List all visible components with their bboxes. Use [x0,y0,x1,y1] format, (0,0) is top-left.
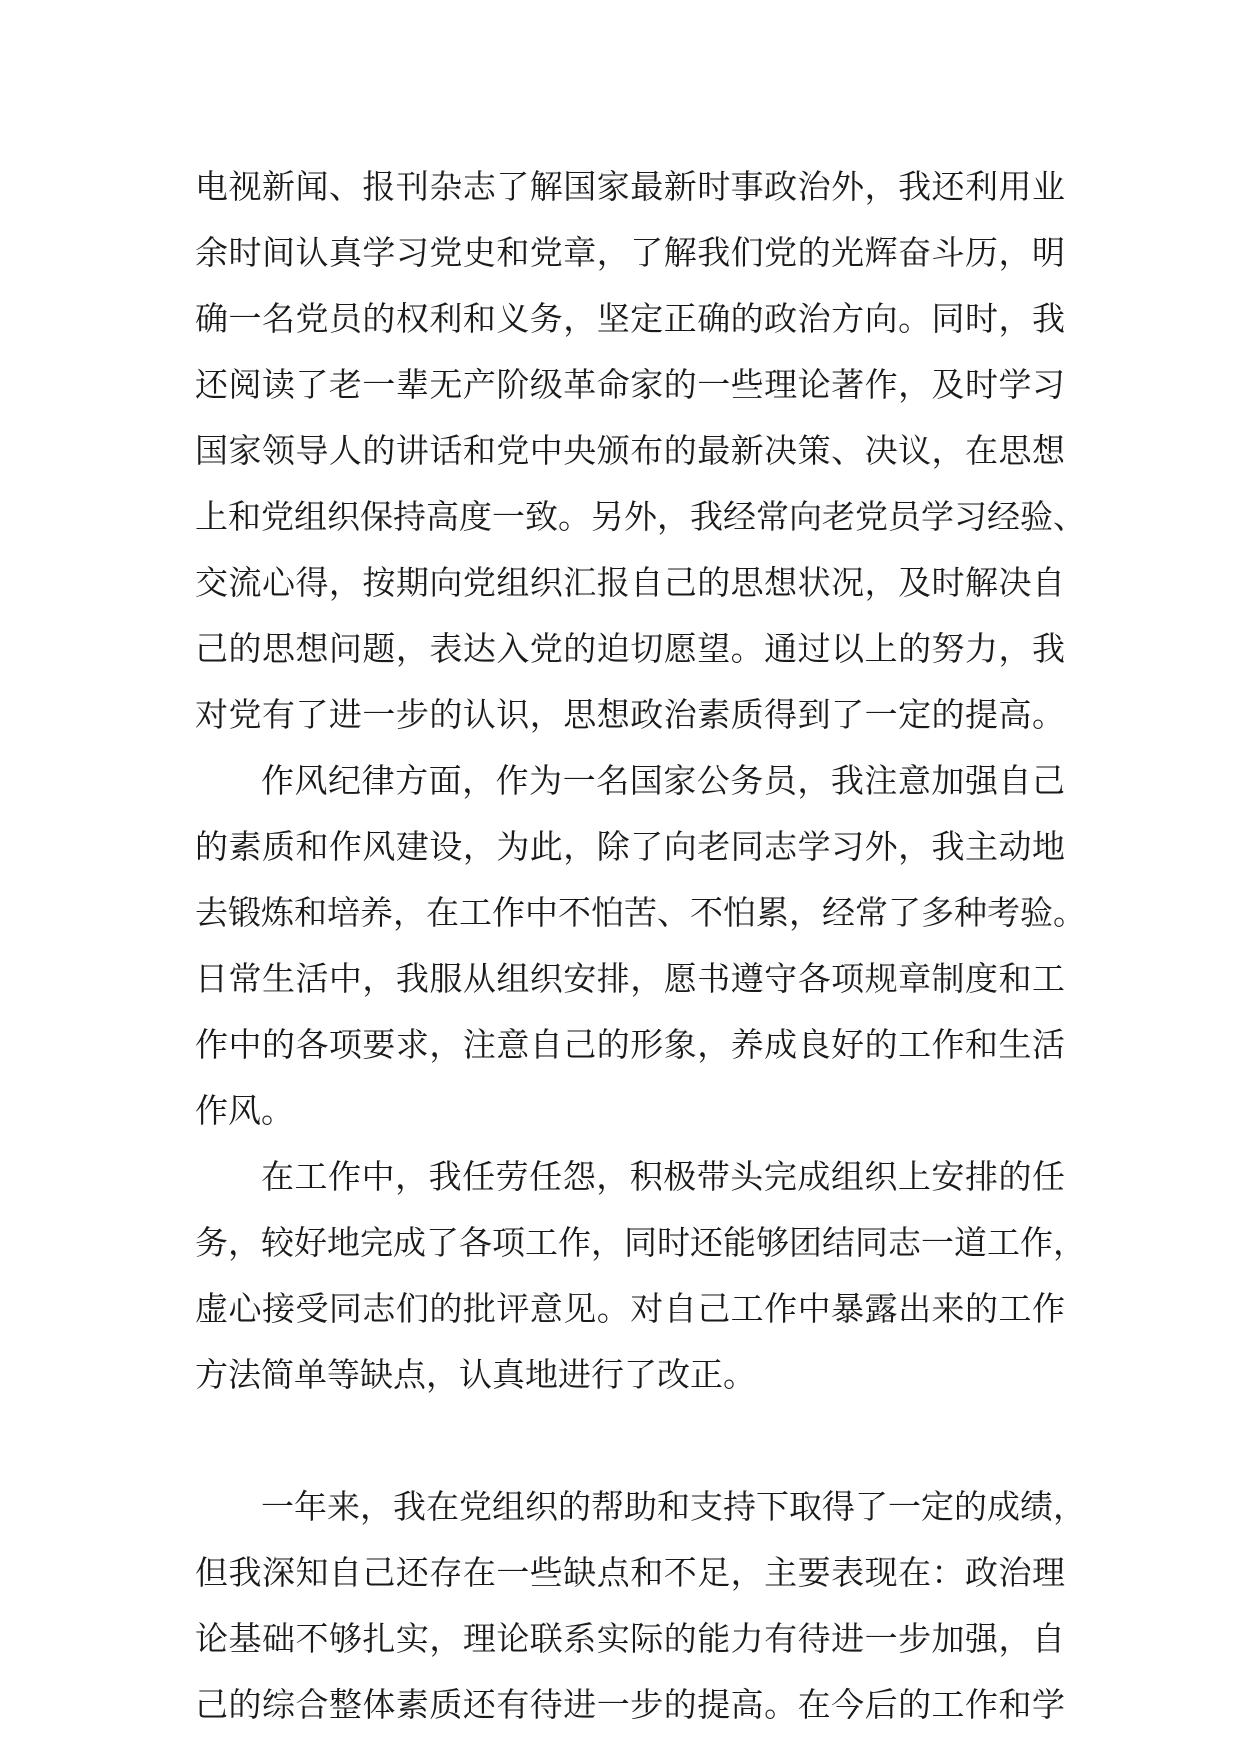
paragraph-4 [195,1474,1086,1738]
text-line: 虚心接受同志们的批评意见。对自己工作中暴露出来的工作 [195,1289,1065,1328]
document-body [195,154,1086,1738]
paragraph-1 [195,154,1086,748]
text-line: 国家领导人的讲话和党中央颁布的最新决策、决议，在思想 [195,431,1065,470]
text-line: 在工作中，我任劳任怨，积极带头完成组织上安排的任 [261,1157,1065,1196]
text-line: 务，较好地完成了各项工作，同时还能够团结同志一道工作， [195,1223,1086,1262]
text-line: 作中的各项要求，注意自己的形象，养成良好的工作和生活 [195,1025,1065,1064]
text-line: 己的思想问题，表达入党的迫切愿望。通过以上的努力，我 [195,629,1065,668]
text-line: 但我深知自己还存在一些缺点和不足，主要表现在：政治理 [195,1553,1065,1592]
paragraph-2 [195,748,1086,1144]
text-line: 电视新闻、报刊杂志了解国家最新时事政治外，我还利用业 [195,167,1065,206]
text-line: 己的综合整体素质还有待进一步的提高。在今后的工作和学 [195,1685,1065,1724]
text-line: 上和党组织保持高度一致。另外，我经常向老党员学习经验、 [195,497,1086,536]
text-line: 论基础不够扎实，理论联系实际的能力有待进一步加强，自 [195,1619,1065,1658]
text-line: 去锻炼和培养，在工作中不怕苦、不怕累，经常了多种考验。 [195,893,1086,932]
text-line: 余时间认真学习党史和党章，了解我们党的光辉奋斗历，明 [195,233,1065,272]
paragraph-gap [195,1408,1065,1474]
text-line: 一年来，我在党组织的帮助和支持下取得了一定的成绩， [261,1487,1086,1526]
text-line: 的素质和作风建设，为此，除了向老同志学习外，我主动地 [195,827,1065,866]
text-line: 确一名党员的权利和义务，坚定正确的政治方向。同时，我 [195,299,1065,338]
text-line: 还阅读了老一辈无产阶级革命家的一些理论著作，及时学习 [195,365,1065,404]
paragraph-3 [195,1144,1086,1408]
text-line: 方法简单等缺点，认真地进行了改正。 [195,1355,756,1394]
text-line: 作风纪律方面，作为一名国家公务员，我注意加强自己 [261,761,1065,800]
text-line: 作风。 [195,1091,294,1130]
text-line: 对党有了进一步的认识，思想政治素质得到了一定的提高。 [195,695,1065,734]
text-line: 日常生活中，我服从组织安排，愿书遵守各项规章制度和工 [195,959,1065,998]
text-line: 交流心得，按期向党组织汇报自己的思想状况，及时解决自 [195,563,1065,602]
